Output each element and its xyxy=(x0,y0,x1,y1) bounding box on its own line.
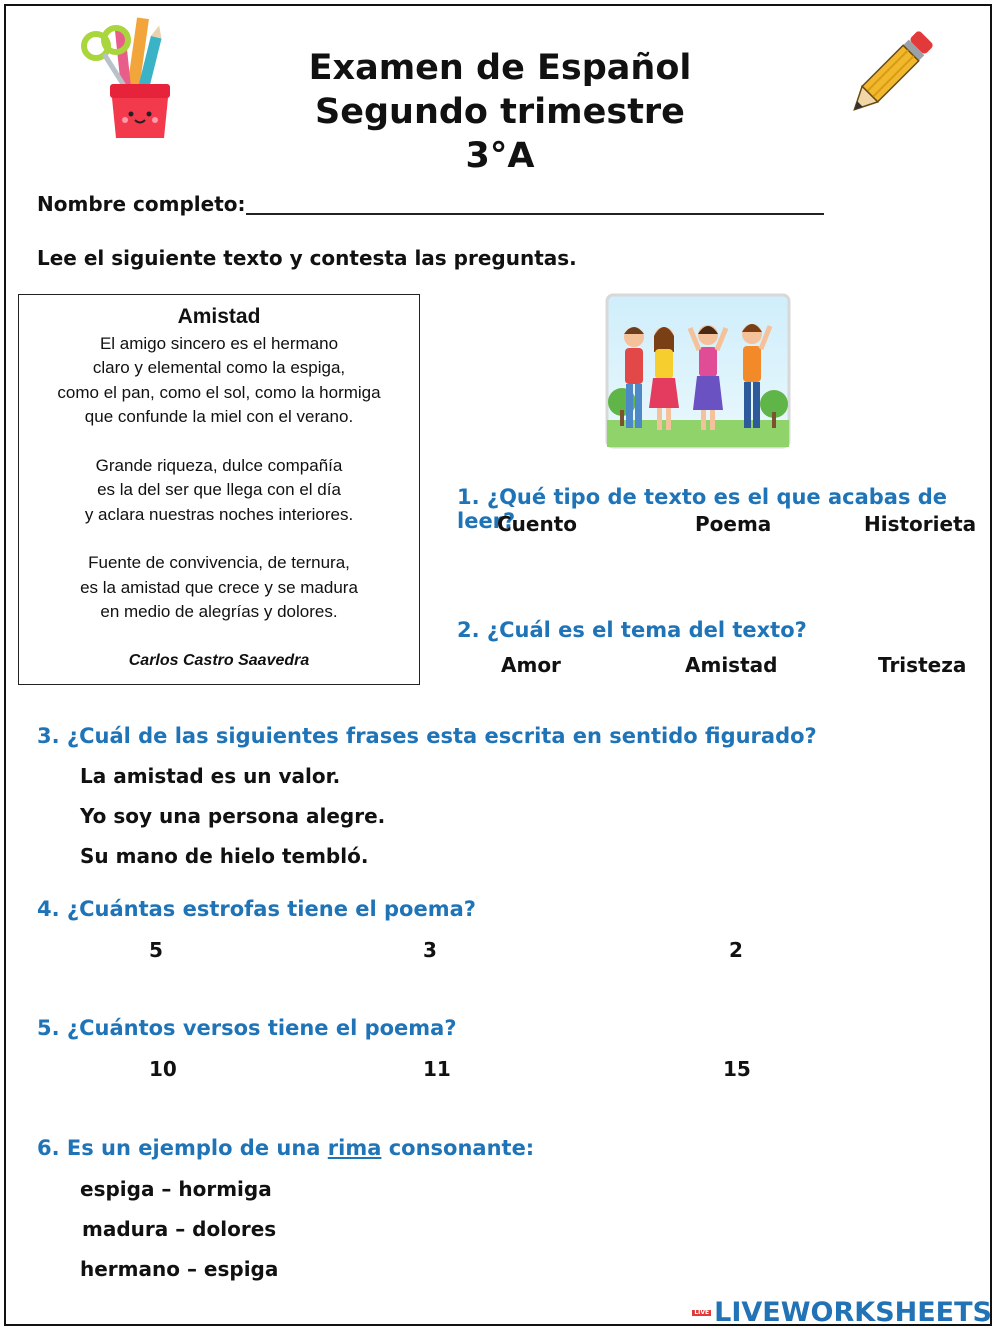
name-field[interactable] xyxy=(246,213,824,215)
poem-stanza-1 xyxy=(19,332,419,430)
question-3: 3. ¿Cuál de las siguientes frases esta escrita en sentido figurado? xyxy=(37,724,817,748)
question-5: 5. ¿Cuántos versos tiene el poema? xyxy=(37,1016,457,1040)
q4-option-5[interactable]: 5 xyxy=(149,938,163,962)
title-line-1: Examen de Español xyxy=(308,48,692,88)
q2-option-amistad[interactable]: Amistad xyxy=(685,653,778,677)
q2-option-tristeza[interactable]: Tristeza xyxy=(878,653,967,677)
logo-badge xyxy=(692,1310,711,1316)
title-line-3: 3°A xyxy=(465,136,535,176)
poem-verse: en medio de alegrías y dolores. xyxy=(100,602,338,621)
poem-box xyxy=(18,294,420,685)
title-line-2: Segundo trimestre xyxy=(315,92,685,132)
q3-option-1[interactable]: La amistad es un valor. xyxy=(80,764,341,788)
instruction: Lee el siguiente texto y contesta las preguntas. xyxy=(37,246,577,270)
q4-option-3[interactable]: 3 xyxy=(423,938,437,962)
q6-option-1[interactable]: espiga – hormiga xyxy=(80,1177,272,1201)
poem-verse: Grande riqueza, dulce compañía xyxy=(95,455,343,475)
liveworksheets-logo xyxy=(692,1297,992,1328)
poem-stanza-2 xyxy=(19,454,419,528)
poem-verse: es la amistad que crece y se madura xyxy=(80,577,358,597)
q6-underlined-word: rima xyxy=(327,1136,382,1160)
q3-option-2[interactable]: Yo soy una persona alegre. xyxy=(80,804,386,828)
q5-option-11[interactable]: 11 xyxy=(423,1057,451,1081)
question-1: 1. ¿Qué tipo de texto es el que acabas de leer? xyxy=(457,485,948,533)
poem-author: Carlos Castro Saavedra xyxy=(128,651,310,669)
poem-verse: El amigo sincero es el hermano xyxy=(99,333,339,353)
logo-badge-letter: LIVE xyxy=(694,1308,710,1316)
poem-verse: Fuente de convivencia, de ternura, xyxy=(88,553,350,572)
poem-stanza-3 xyxy=(19,551,419,625)
q6-prefix: 6. Es un ejemplo de una xyxy=(37,1136,328,1160)
q5-option-10[interactable]: 10 xyxy=(149,1057,177,1081)
q1-option-poema[interactable]: Poema xyxy=(695,512,772,536)
q2-option-amor[interactable]: Amor xyxy=(501,653,561,677)
q6-suffix: consonante: xyxy=(381,1136,535,1160)
q3-option-3[interactable]: Su mano de hielo tembló. xyxy=(80,844,369,868)
name-label: Nombre completo: xyxy=(37,192,246,216)
q6-option-2[interactable]: madura – dolores xyxy=(82,1217,277,1241)
poem-verse: que confunde la miel con el verano. xyxy=(84,407,354,426)
question-6 xyxy=(37,1136,534,1160)
q1-option-cuento[interactable]: Cuento xyxy=(497,512,578,536)
q1-option-historieta[interactable]: Historieta xyxy=(864,512,977,536)
q5-option-15[interactable]: 15 xyxy=(723,1057,751,1081)
poem-verse: es la del ser que llega con el día xyxy=(97,480,341,499)
exam-title xyxy=(0,46,1000,178)
logo-text: LIVEWORKSHEETS xyxy=(714,1297,992,1328)
poem-verse: claro y elemental como la espiga, xyxy=(92,358,346,377)
poem-verse: y aclara nuestras noches interiores. xyxy=(84,504,354,524)
q4-option-2[interactable]: 2 xyxy=(729,938,743,962)
question-4: 4. ¿Cuántas estrofas tiene el poema? xyxy=(37,897,476,921)
friends-illustration xyxy=(604,292,792,450)
question-2: 2. ¿Cuál es el tema del texto? xyxy=(457,618,807,642)
q6-option-3[interactable]: hermano – espiga xyxy=(80,1257,279,1281)
poem-title: Amistad xyxy=(177,305,261,328)
poem-verse: como el pan, como el sol, como la hormiga xyxy=(57,382,381,402)
